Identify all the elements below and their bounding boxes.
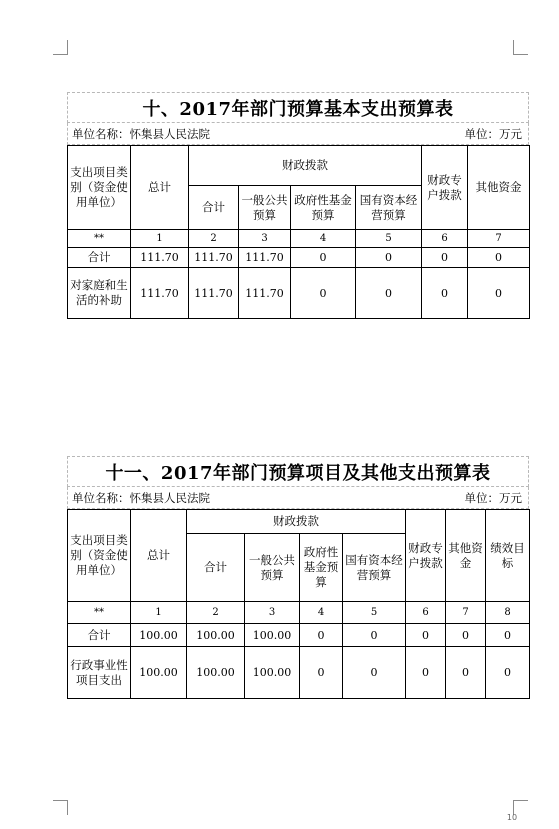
header-gov-fund: 政府性基金预算 <box>291 186 356 230</box>
header-general-budget: 一般公共预算 <box>245 534 300 602</box>
cell-state-capital: 0 <box>356 268 422 319</box>
cell-other-funds: 0 <box>468 248 530 268</box>
header-category: 支出项目类别（资金使用单位） <box>68 510 131 602</box>
header-fiscal-allocation: 财政拨款 <box>187 510 406 534</box>
index-cell: 3 <box>245 602 300 624</box>
index-cell: 7 <box>446 602 486 624</box>
cell-general-budget: 100.00 <box>245 624 300 647</box>
table1-grid <box>67 145 530 319</box>
index-cell: ** <box>68 602 131 624</box>
cell-total: 100.00 <box>131 624 187 647</box>
crop-mark-bottom-left <box>53 800 68 815</box>
cell-other-funds: 0 <box>446 647 486 699</box>
index-cell: 4 <box>291 230 356 248</box>
index-cell: 2 <box>187 602 245 624</box>
header-special-transfer: 财政专户拨款 <box>406 510 446 602</box>
crop-mark-top-left <box>53 40 68 55</box>
table1-unit-row <box>67 123 529 145</box>
header-general-budget: 一般公共预算 <box>239 186 291 230</box>
cell-gov-fund: 0 <box>300 624 343 647</box>
cell-gov-fund: 0 <box>300 647 343 699</box>
page-number: 10 <box>506 813 518 822</box>
index-cell: 4 <box>300 602 343 624</box>
cell-gov-fund: 0 <box>291 248 356 268</box>
header-total: 总计 <box>131 146 189 230</box>
cell-subtotal: 100.00 <box>187 647 245 699</box>
table2-unit-name: 单位名称：怀集县人民法院 <box>72 490 210 505</box>
table-row <box>68 268 530 319</box>
cell-special-transfer: 0 <box>406 647 446 699</box>
header-state-capital: 国有资本经营预算 <box>356 186 422 230</box>
row-label: 对家庭和生活的补助 <box>68 268 131 319</box>
cell-state-capital: 0 <box>343 647 406 699</box>
header-other-funds: 其他资金 <box>468 146 530 230</box>
cell-total: 100.00 <box>131 647 187 699</box>
index-cell: 5 <box>343 602 406 624</box>
cell-gov-fund: 0 <box>291 268 356 319</box>
cell-special-transfer: 0 <box>422 248 468 268</box>
table-row <box>68 624 530 647</box>
row-label: 行政事业性项目支出 <box>68 647 131 699</box>
cell-subtotal: 111.70 <box>189 268 239 319</box>
index-cell: 1 <box>131 230 189 248</box>
cell-state-capital: 0 <box>343 624 406 647</box>
header-subtotal: 合计 <box>189 186 239 230</box>
crop-mark-top-right <box>513 40 528 55</box>
table1-title: 十、2017年部门预算基本支出预算表 <box>67 92 529 123</box>
header-performance-target: 绩效目标 <box>486 510 530 602</box>
table-row <box>68 248 530 268</box>
table1-unit-name: 单位名称：怀集县人民法院 <box>72 126 210 141</box>
index-cell: 3 <box>239 230 291 248</box>
cell-other-funds: 0 <box>446 624 486 647</box>
table-index-row <box>68 230 530 248</box>
row-label: 合计 <box>68 248 131 268</box>
index-cell: 2 <box>189 230 239 248</box>
cell-total: 111.70 <box>131 268 189 319</box>
cell-general-budget: 111.70 <box>239 248 291 268</box>
cell-subtotal: 100.00 <box>187 624 245 647</box>
cell-subtotal: 111.70 <box>189 248 239 268</box>
header-special-transfer: 财政专户拨款 <box>422 146 468 230</box>
index-cell: 1 <box>131 602 187 624</box>
index-cell: 7 <box>468 230 530 248</box>
cell-total: 111.70 <box>131 248 189 268</box>
header-gov-fund: 政府性基金预算 <box>300 534 343 602</box>
table1-currency-unit: 单位：万元 <box>464 126 522 141</box>
index-cell: 6 <box>422 230 468 248</box>
header-other-funds: 其他资金 <box>446 510 486 602</box>
table2-grid <box>67 509 530 699</box>
cell-special-transfer: 0 <box>406 624 446 647</box>
cell-general-budget: 111.70 <box>239 268 291 319</box>
table2-title: 十一、2017年部门预算项目及其他支出预算表 <box>67 456 529 487</box>
header-state-capital: 国有资本经营预算 <box>343 534 406 602</box>
index-cell: ** <box>68 230 131 248</box>
table2-currency-unit: 单位：万元 <box>464 490 522 505</box>
cell-performance: 0 <box>486 624 530 647</box>
cell-other-funds: 0 <box>468 268 530 319</box>
table-index-row <box>68 602 530 624</box>
index-cell: 6 <box>406 602 446 624</box>
table2-unit-row <box>67 487 529 509</box>
table-row <box>68 647 530 699</box>
header-subtotal: 合计 <box>187 534 245 602</box>
cell-general-budget: 100.00 <box>245 647 300 699</box>
cell-special-transfer: 0 <box>422 268 468 319</box>
header-category: 支出项目类别（资金使用单位） <box>68 146 131 230</box>
cell-performance: 0 <box>486 647 530 699</box>
header-total: 总计 <box>131 510 187 602</box>
row-label: 合计 <box>68 624 131 647</box>
header-fiscal-allocation: 财政拨款 <box>189 146 422 186</box>
index-cell: 5 <box>356 230 422 248</box>
index-cell: 8 <box>486 602 530 624</box>
cell-state-capital: 0 <box>356 248 422 268</box>
